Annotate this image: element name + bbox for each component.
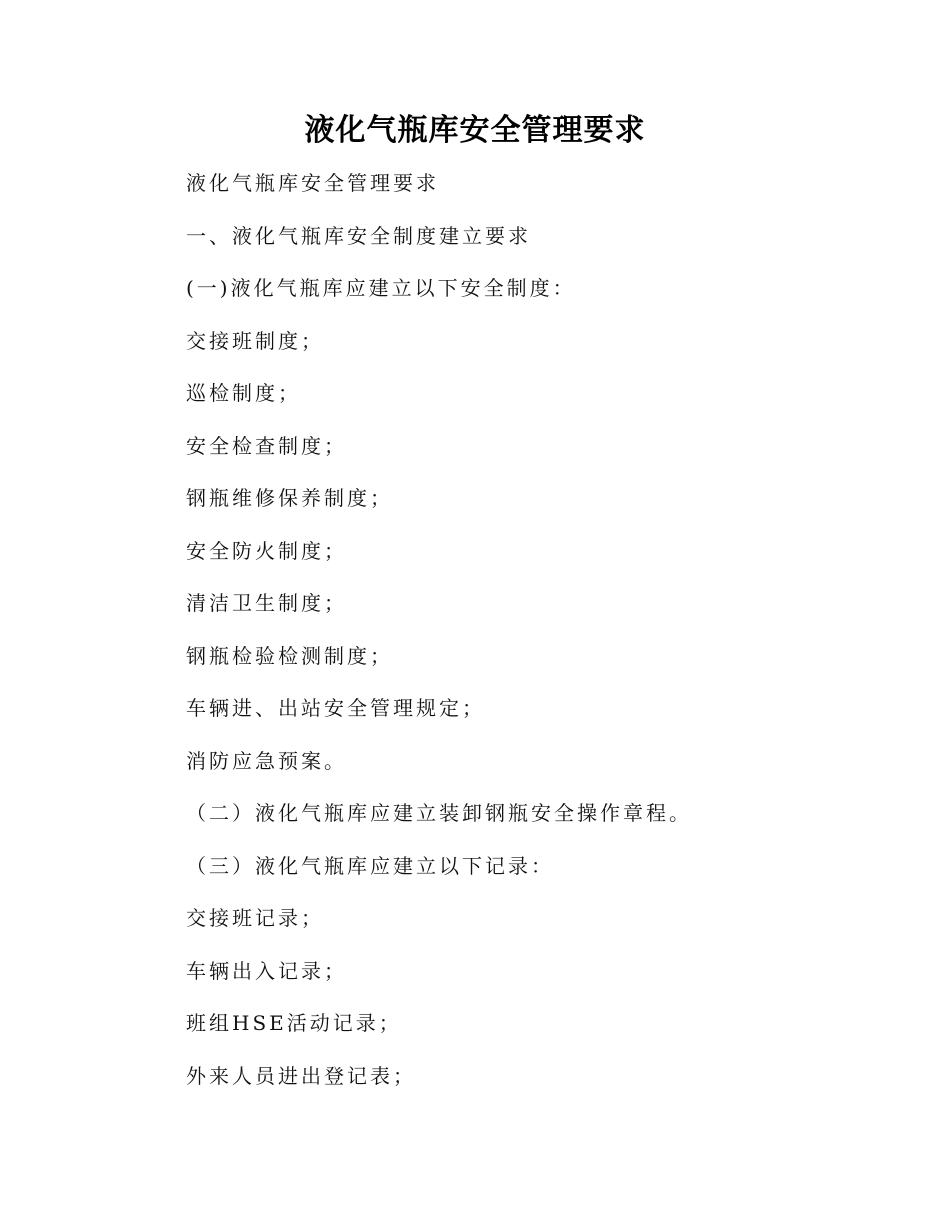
list-item: 消防应急预案。 — [186, 748, 347, 773]
list-item: 巡检制度； — [186, 381, 301, 405]
list-item: 车辆出入记录； — [186, 958, 347, 983]
document-title: 液化气瓶库安全管理要求 — [304, 113, 646, 148]
list-item: 安全防火制度； — [186, 538, 347, 563]
list-item: 交接班制度； — [186, 328, 324, 353]
list-item: 清洁卫生制度； — [186, 591, 347, 615]
document-body — [186, 165, 906, 1110]
list-item: 安全检查制度； — [186, 433, 347, 458]
list-item: 班组HSE活动记录； — [186, 1011, 402, 1035]
list-item: 外来人员进出登记表； — [186, 1063, 416, 1088]
paragraph-line: 液化气瓶库安全管理要求 — [186, 171, 439, 195]
subsection-heading: (一)液化气瓶库应建立以下安全制度： — [186, 276, 576, 300]
subsection-heading: （二）液化气瓶库应建立装卸钢瓶安全操作章程。 — [186, 801, 692, 825]
list-item: 钢瓶检验检测制度； — [186, 643, 393, 668]
list-item: 交接班记录； — [186, 906, 324, 930]
list-item: 钢瓶维修保养制度； — [186, 486, 393, 510]
section-heading: 一、液化气瓶库安全制度建立要求 — [186, 223, 531, 248]
list-item: 车辆进、出站安全管理规定； — [186, 696, 485, 720]
subsection-heading: （三）液化气瓶库应建立以下记录： — [186, 853, 554, 878]
